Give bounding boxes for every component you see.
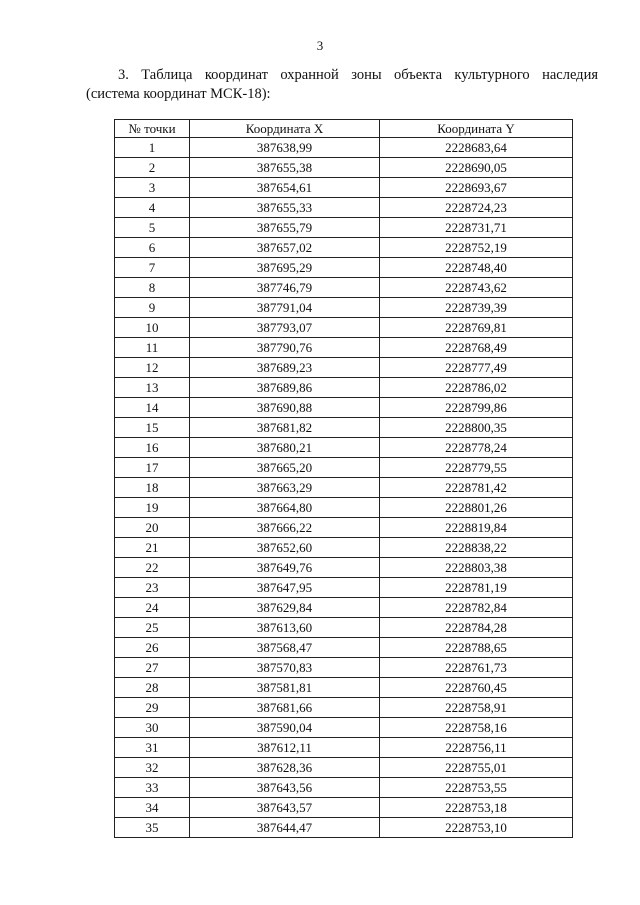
coordinate-x-cell: 387581,81 [190,678,380,698]
coordinate-x-cell: 387689,23 [190,358,380,378]
coordinate-y-cell: 2228753,55 [380,778,573,798]
point-number-cell: 17 [115,458,190,478]
coordinate-x-cell: 387570,83 [190,658,380,678]
coordinate-y-cell: 2228819,84 [380,518,573,538]
coordinate-y-cell: 2228784,28 [380,618,573,638]
caption-line-2: (система координат МСК-18): [86,86,271,102]
table-row [115,178,573,198]
coordinate-y-cell: 2228760,45 [380,678,573,698]
table-row [115,458,573,478]
point-number-cell: 33 [115,778,190,798]
coordinate-y-cell: 2228753,10 [380,818,573,838]
coordinate-y-cell: 2228769,81 [380,318,573,338]
coordinate-y-cell: 2228690,05 [380,158,573,178]
coordinate-y-cell: 2228781,42 [380,478,573,498]
coordinate-x-cell: 387664,80 [190,498,380,518]
table-row [115,638,573,658]
point-number-cell: 1 [115,138,190,158]
coordinate-x-cell: 387647,95 [190,578,380,598]
table-header-row [115,120,573,138]
point-number-cell: 19 [115,498,190,518]
coordinate-x-cell: 387665,20 [190,458,380,478]
table-row [115,238,573,258]
coordinate-x-cell: 387568,47 [190,638,380,658]
point-number-cell: 15 [115,418,190,438]
coordinate-y-cell: 2228753,18 [380,798,573,818]
table-row [115,258,573,278]
table-row [115,698,573,718]
point-number-cell: 16 [115,438,190,458]
point-number-cell: 26 [115,638,190,658]
coordinate-y-cell: 2228838,22 [380,538,573,558]
coordinate-y-cell: 2228731,71 [380,218,573,238]
table-caption [86,66,598,104]
coordinate-x-cell: 387638,99 [190,138,380,158]
coordinate-x-cell: 387666,22 [190,518,380,538]
coordinate-y-cell: 2228739,39 [380,298,573,318]
point-number-cell: 20 [115,518,190,538]
coordinate-x-cell: 387690,88 [190,398,380,418]
point-number-cell: 27 [115,658,190,678]
point-number-cell: 14 [115,398,190,418]
coordinate-y-cell: 2228756,11 [380,738,573,758]
table-row [115,738,573,758]
point-number-cell: 29 [115,698,190,718]
header-point-number: № точки [115,120,190,138]
coordinate-x-cell: 387612,11 [190,738,380,758]
coordinate-x-cell: 387643,56 [190,778,380,798]
table-row [115,338,573,358]
table-row [115,278,573,298]
coordinate-x-cell: 387652,60 [190,538,380,558]
coordinate-y-cell: 2228752,19 [380,238,573,258]
point-number-cell: 35 [115,818,190,838]
coordinate-y-cell: 2228758,16 [380,718,573,738]
page-number: 3 [316,38,324,53]
table-row [115,818,573,838]
coordinate-y-cell: 2228758,91 [380,698,573,718]
point-number-cell: 30 [115,718,190,738]
point-number-cell: 5 [115,218,190,238]
point-number-cell: 6 [115,238,190,258]
coordinate-x-cell: 387746,79 [190,278,380,298]
table-row [115,218,573,238]
point-number-cell: 34 [115,798,190,818]
point-number-cell: 11 [115,338,190,358]
table-row [115,438,573,458]
coordinate-x-cell: 387649,76 [190,558,380,578]
coordinate-y-cell: 2228768,49 [380,338,573,358]
point-number-cell: 12 [115,358,190,378]
point-number-cell: 7 [115,258,190,278]
table-row [115,518,573,538]
table-row [115,318,573,338]
coordinate-x-cell: 387655,38 [190,158,380,178]
table-row [115,398,573,418]
coordinate-y-cell: 2228683,64 [380,138,573,158]
coordinate-x-cell: 387590,04 [190,718,380,738]
coordinate-y-cell: 2228748,40 [380,258,573,278]
table-row [115,378,573,398]
coordinate-x-cell: 387681,66 [190,698,380,718]
coordinate-y-cell: 2228778,24 [380,438,573,458]
point-number-cell: 2 [115,158,190,178]
coordinate-y-cell: 2228801,26 [380,498,573,518]
coordinate-y-cell: 2228755,01 [380,758,573,778]
point-number-cell: 10 [115,318,190,338]
table-row [115,138,573,158]
coordinate-x-cell: 387628,36 [190,758,380,778]
coordinate-x-cell: 387663,29 [190,478,380,498]
table-row [115,298,573,318]
coordinate-x-cell: 387655,33 [190,198,380,218]
coordinate-y-cell: 2228779,55 [380,458,573,478]
table-row [115,498,573,518]
coordinate-x-cell: 387695,29 [190,258,380,278]
table-row [115,778,573,798]
coordinate-x-cell: 387657,02 [190,238,380,258]
coordinate-x-cell: 387629,84 [190,598,380,618]
table-row [115,358,573,378]
point-number-cell: 32 [115,758,190,778]
coordinate-y-cell: 2228781,19 [380,578,573,598]
coordinate-y-cell: 2228803,38 [380,558,573,578]
coordinate-x-cell: 387793,07 [190,318,380,338]
table-row [115,798,573,818]
point-number-cell: 3 [115,178,190,198]
table-row [115,578,573,598]
coordinate-x-cell: 387681,82 [190,418,380,438]
coordinate-y-cell: 2228782,84 [380,598,573,618]
coordinate-x-cell: 387655,79 [190,218,380,238]
coordinate-x-cell: 387790,76 [190,338,380,358]
point-number-cell: 4 [115,198,190,218]
point-number-cell: 9 [115,298,190,318]
table-row [115,758,573,778]
table-row [115,158,573,178]
coordinate-y-cell: 2228800,35 [380,418,573,438]
coordinate-y-cell: 2228693,67 [380,178,573,198]
point-number-cell: 24 [115,598,190,618]
table-row [115,678,573,698]
table-row [115,718,573,738]
coordinate-y-cell: 2228788,65 [380,638,573,658]
coordinate-x-cell: 387680,21 [190,438,380,458]
table-row [115,418,573,438]
coordinate-y-cell: 2228786,02 [380,378,573,398]
coordinate-x-cell: 387643,57 [190,798,380,818]
header-coordinate-x: Координата X [190,120,380,138]
point-number-cell: 31 [115,738,190,758]
coordinates-table [114,119,573,838]
table-row [115,538,573,558]
point-number-cell: 25 [115,618,190,638]
caption-line-1: 3. Таблица координат охранной зоны объекта культурного наследия [118,67,598,83]
coordinate-x-cell: 387654,61 [190,178,380,198]
table-row [115,618,573,638]
table-row [115,658,573,678]
coordinate-y-cell: 2228743,62 [380,278,573,298]
point-number-cell: 23 [115,578,190,598]
coordinate-x-cell: 387613,60 [190,618,380,638]
coordinate-y-cell: 2228799,86 [380,398,573,418]
point-number-cell: 22 [115,558,190,578]
point-number-cell: 21 [115,538,190,558]
table-row [115,558,573,578]
coordinates-table-body [115,138,573,838]
coordinate-y-cell: 2228761,73 [380,658,573,678]
coordinate-x-cell: 387644,47 [190,818,380,838]
point-number-cell: 18 [115,478,190,498]
header-coordinate-y: Координата Y [380,120,573,138]
point-number-cell: 28 [115,678,190,698]
point-number-cell: 13 [115,378,190,398]
coordinate-y-cell: 2228724,23 [380,198,573,218]
point-number-cell: 8 [115,278,190,298]
coordinate-y-cell: 2228777,49 [380,358,573,378]
table-row [115,478,573,498]
coordinate-x-cell: 387689,86 [190,378,380,398]
table-row [115,598,573,618]
coordinate-x-cell: 387791,04 [190,298,380,318]
table-row [115,198,573,218]
